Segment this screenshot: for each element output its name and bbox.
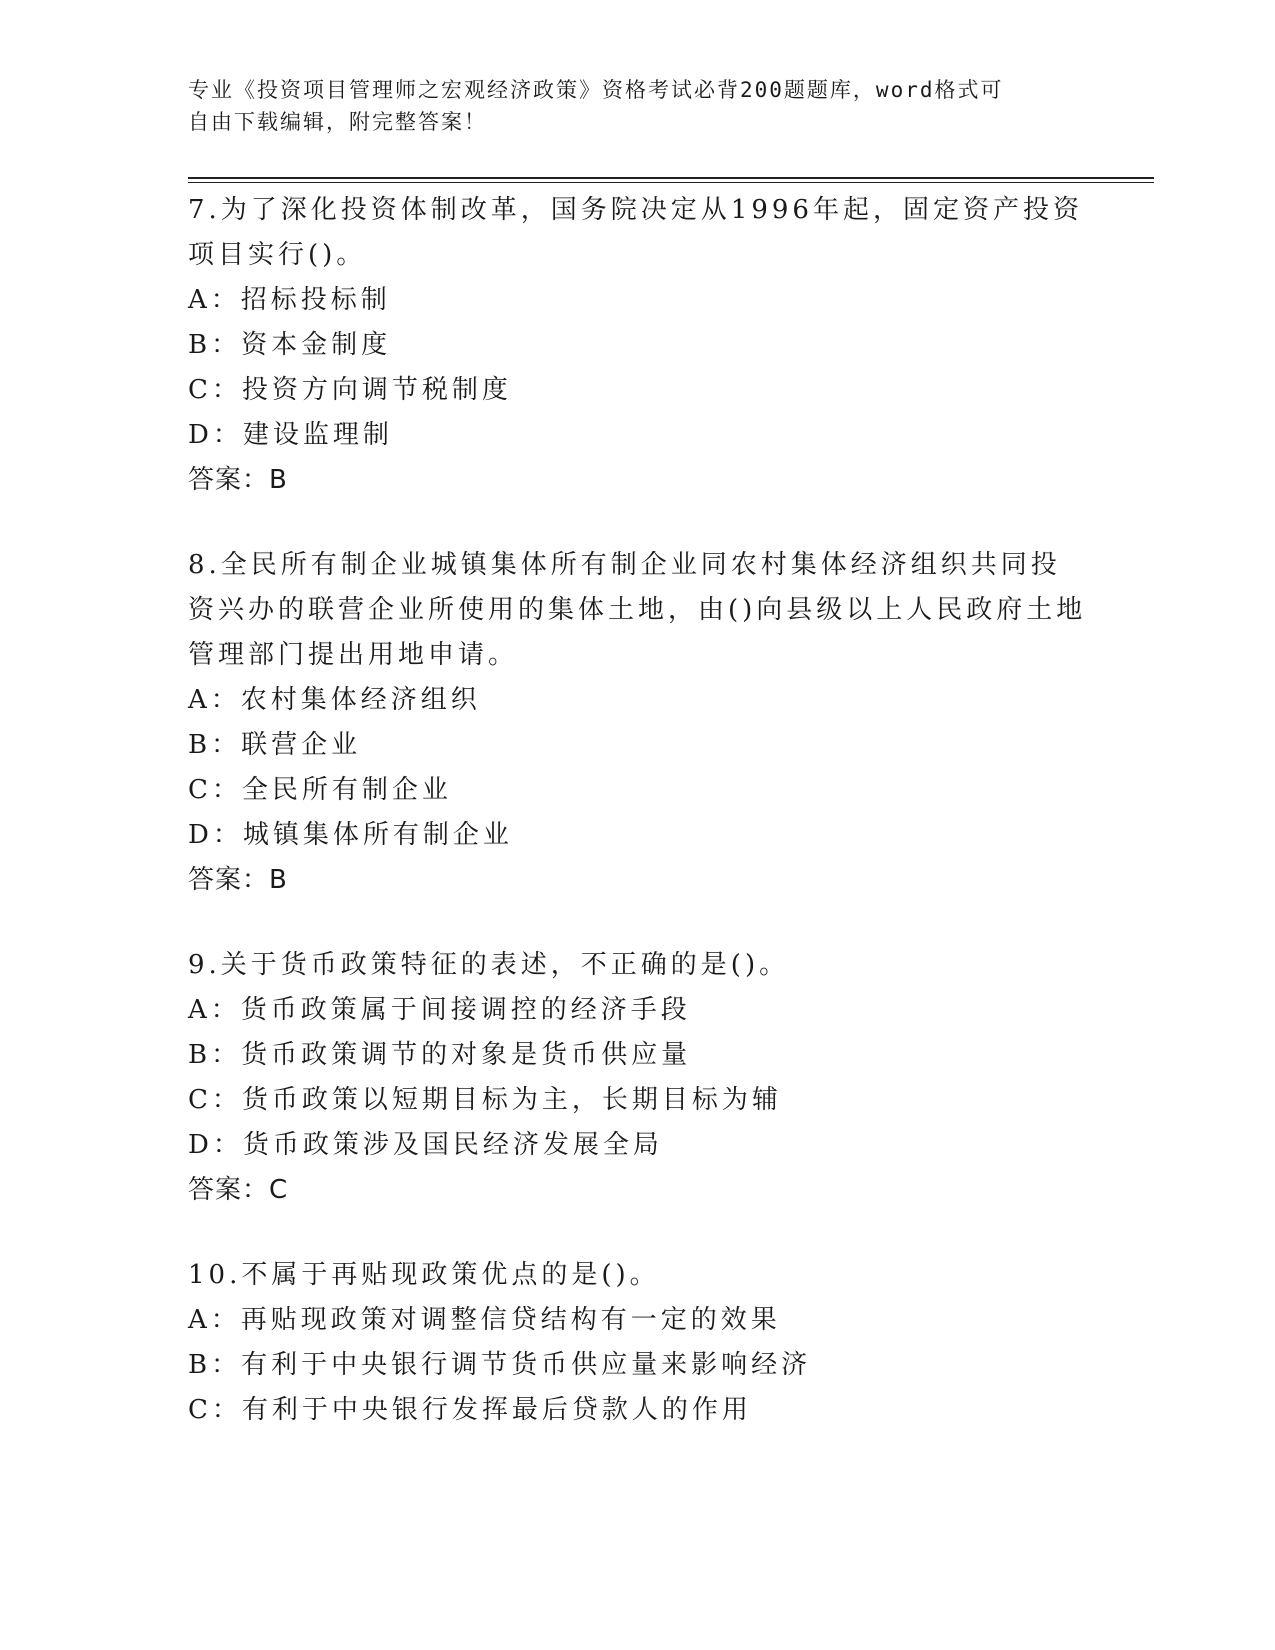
option-c: C：有利于中央银行发挥最后贷款人的作用 [188, 1395, 752, 1425]
header-line-2: 自由下载编辑，附完整答案！ [188, 110, 487, 134]
question-text: 9.关于货币政策特征的表述，不正确的是()。 [188, 950, 790, 980]
question-9 [188, 943, 1088, 1213]
option-b: B：联营企业 [188, 730, 362, 760]
option-d: D：城镇集体所有制企业 [188, 820, 513, 850]
option-d: D：建设监理制 [188, 420, 393, 450]
question-text: 8.全民所有制企业城镇集体所有制企业同农村集体经济组织共同投资兴办的联营企业所使用的集体土地，由()向县级以上人民政府土地管理部门提出用地申请。 [188, 550, 1087, 670]
option-c: C：货币政策以短期目标为主，长期目标为辅 [188, 1085, 782, 1115]
question-7 [188, 188, 1088, 503]
option-a: A：货币政策属于间接调控的经济手段 [188, 995, 691, 1025]
option-c: C：投资方向调节税制度 [188, 375, 512, 405]
answer-line: 答案：C [188, 1175, 289, 1205]
option-a: A：农村集体经济组织 [188, 685, 481, 715]
option-c: C：全民所有制企业 [188, 775, 452, 805]
option-a: A：招标投标制 [188, 285, 391, 315]
document-header [188, 74, 1088, 138]
option-b: B：有利于中央银行调节货币供应量来影响经济 [188, 1350, 812, 1380]
option-b: B：货币政策调节的对象是货币供应量 [188, 1040, 692, 1070]
question-list [188, 188, 1088, 1473]
question-10 [188, 1253, 1088, 1433]
answer-line: 答案：B [188, 865, 288, 895]
option-b: B：资本金制度 [188, 330, 392, 360]
question-8 [188, 543, 1088, 903]
header-divider [188, 177, 1154, 183]
option-a: A：再贴现政策对调整信贷结构有一定的效果 [188, 1305, 781, 1335]
header-line-1: 专业《投资项目管理师之宏观经济政策》资格考试必背200题题库，word格式可 [188, 78, 1004, 102]
question-text: 7.为了深化投资体制改革，国务院决定从1996年起，固定资产投资项目实行()。 [188, 195, 1083, 270]
question-text: 10.不属于再贴现政策优点的是()。 [188, 1260, 660, 1290]
answer-line: 答案：B [188, 465, 288, 495]
option-d: D：货币政策涉及国民经济发展全局 [188, 1130, 663, 1160]
